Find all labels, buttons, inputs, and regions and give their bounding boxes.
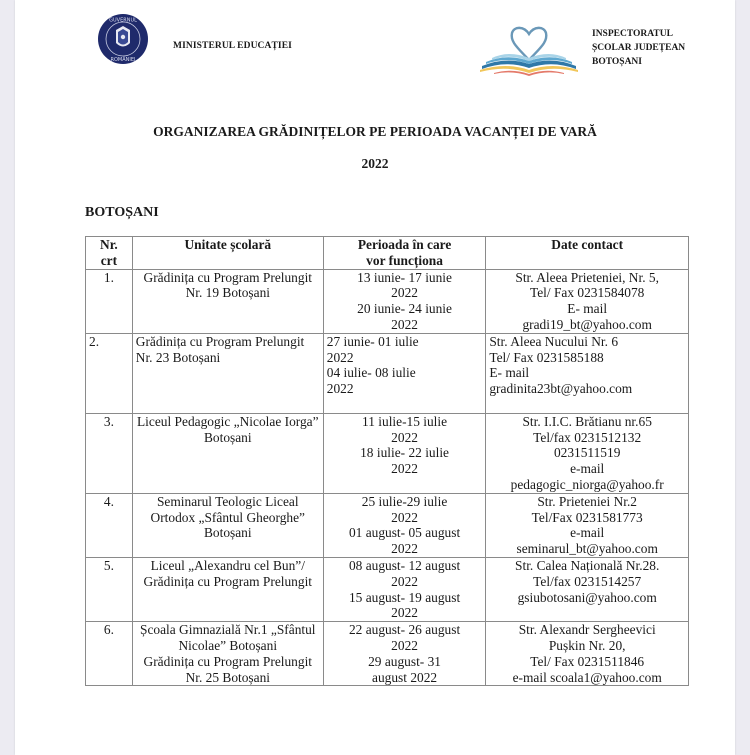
county-heading: BOTOȘANI (85, 205, 159, 220)
period-line: 15 august- 19 august (348, 589, 461, 605)
unit-line: Grădinița cu Program Prelungit (143, 269, 313, 285)
header-nr-line: Nr. (100, 237, 118, 252)
unit-line: Ortodox „Sfântul Gheorghe” (150, 509, 305, 525)
inspectorate-line-2: ȘCOLAR JUDEȚEAN (592, 43, 686, 53)
header-nr (86, 237, 133, 270)
period-line: 18 iulie- 22 iulie (360, 445, 449, 461)
header-unit-line: Unitate școlară (184, 237, 272, 252)
cell-period (323, 333, 486, 413)
document-year: 2022 (361, 156, 389, 171)
header-nr-line: crt (100, 252, 118, 268)
cell-unit (132, 493, 323, 557)
email-link[interactable]: gsiubotosani@yahoo.com (517, 589, 657, 605)
cell-nr: 6. (86, 622, 133, 686)
period-line: 2022 (391, 429, 418, 445)
header-contact (486, 237, 689, 270)
unit-line: Școala Gimnazială Nr.1 „Sfântul (140, 622, 316, 638)
cell-period (323, 493, 486, 557)
contact-line: Tel/ Fax 0231585188 (489, 349, 604, 365)
inspectorate-line-1: INSPECTORATUL (592, 29, 673, 39)
table-row (86, 269, 689, 333)
period-line: 2022 (391, 461, 418, 477)
cell-nr: 4. (86, 493, 133, 557)
cell-nr: 2. (86, 333, 133, 413)
cell-contact (486, 413, 689, 493)
contact-line: Str. Aleea Prieteniei, Nr. 5, (515, 269, 659, 285)
header-period-line: Perioada în care (357, 237, 452, 252)
unit-line: Grădinița cu Program Prelungit (143, 653, 313, 669)
period-line: 25 iulie-29 iulie (361, 493, 448, 509)
contact-line: E- mail (489, 365, 530, 381)
cell-contact (486, 269, 689, 333)
table-row (86, 557, 689, 621)
unit-line: Liceul „Alexandru cel Bun”/ (150, 557, 305, 573)
contact-line: Tel/Fax 0231581773 (531, 509, 643, 525)
cell-period (323, 269, 486, 333)
unit-line: Grădinița cu Program Prelungit (135, 333, 305, 349)
period-line: 2022 (391, 316, 418, 332)
period-line: 20 iunie- 24 iunie (357, 301, 452, 317)
unit-line: Grădinița cu Program Prelungit (143, 573, 313, 589)
cell-nr: 5. (86, 557, 133, 621)
inspectorate-line-3: BOTOȘANI (592, 57, 642, 67)
contact-line: Str. Prieteniei Nr.2 (537, 493, 638, 509)
header-contact-line: Date contact (551, 237, 624, 252)
cell-contact (486, 333, 689, 413)
period-line: 29 august- 31 (368, 653, 442, 669)
seal-text-bottom: ROMÂNIEI (110, 57, 136, 63)
email-link[interactable]: seminarul_bt@yahoo.com (516, 541, 658, 557)
contact-line: Tel/ Fax 0231584078 (529, 285, 645, 301)
unit-line: Liceul Pedagogic „Nicolae Iorga” (137, 413, 319, 429)
contact-line: E- mail (567, 301, 608, 317)
cell-unit (132, 413, 323, 493)
letterhead (15, 0, 735, 100)
cell-contact (486, 493, 689, 557)
seal-text-top: GUVERNUL (109, 17, 137, 24)
header-unit (132, 237, 323, 270)
email-link[interactable]: e-mail scoala1@yahoo.com (512, 669, 662, 685)
cell-unit (132, 333, 323, 413)
period-line: 11 iulie-15 iulie (362, 413, 448, 429)
cell-contact (486, 557, 689, 621)
cell-period (323, 413, 486, 493)
header-period-line: vor funcționa (366, 252, 443, 268)
contact-line: Str. Alexandr Sergheevici (518, 622, 656, 638)
unit-line: Botoșani (203, 429, 252, 445)
open-book-heart-logo-icon (474, 20, 584, 76)
contact-line: Tel/ Fax 0231511846 (530, 653, 645, 669)
document-page (15, 0, 735, 755)
period-line: 2022 (326, 349, 354, 365)
period-line: 22 august- 26 august (348, 622, 461, 638)
contact-line: Str. Aleea Nucului Nr. 6 (489, 333, 619, 349)
cell-contact (486, 622, 689, 686)
contact-line: Str. I.I.C. Brătianu nr.65 (522, 413, 652, 429)
unit-line: Nicolae” Botoșani (178, 637, 278, 653)
romanian-government-seal-icon (97, 13, 149, 65)
period-line: 08 august- 12 august (348, 557, 461, 573)
period-line: 2022 (326, 381, 354, 397)
period-line: 2022 (391, 573, 418, 589)
contact-line: 0231511519 (553, 445, 621, 461)
cell-unit (132, 622, 323, 686)
inspectorate-name (592, 27, 685, 69)
period-line: 2022 (391, 285, 418, 301)
period-line: 2022 (391, 605, 418, 621)
cell-period (323, 557, 486, 621)
table-header-row (86, 237, 689, 270)
period-line: 27 iunie- 01 iulie (326, 333, 419, 349)
email-link[interactable]: gradinita23bt@yahoo.com (489, 381, 633, 397)
contact-line: Pușkin Nr. 20, (548, 637, 626, 653)
email-link[interactable]: gradi19_bt@yahoo.com (522, 316, 652, 332)
period-line: 04 iulie- 08 iulie (326, 365, 416, 381)
table-row (86, 333, 689, 413)
unit-line: Nr. 23 Botoșani (135, 349, 221, 365)
email-link[interactable]: pedagogic_niorga@yahoo.fr (510, 476, 664, 492)
document-title: ORGANIZAREA GRĂDINIȚELOR PE PERIOADA VACANȚEI DE VARĂ (153, 124, 597, 139)
period-line: 2022 (391, 637, 418, 653)
cell-nr: 3. (86, 413, 133, 493)
schedule-table (85, 236, 689, 686)
cell-period (323, 622, 486, 686)
unit-line: Botoșani (203, 525, 252, 541)
contact-line: Tel/fax 0231514257 (533, 573, 642, 589)
contact-line: Str. Calea Națională Nr.28. (515, 557, 660, 573)
period-line: 01 august- 05 august (348, 525, 461, 541)
unit-line: Seminarul Teologic Liceal (156, 493, 299, 509)
cell-nr: 1. (86, 269, 133, 333)
contact-line: e-mail (570, 461, 605, 477)
contact-line: Tel/fax 0231512132 (533, 429, 642, 445)
table-row (86, 622, 689, 686)
unit-line: Nr. 25 Botoșani (185, 669, 270, 685)
period-line: 2022 (391, 509, 418, 525)
contact-line: e-mail (570, 525, 605, 541)
header-period (323, 237, 486, 270)
unit-line: Nr. 19 Botoșani (185, 285, 270, 301)
period-line: 13 iunie- 17 iunie (357, 269, 452, 285)
ministry-name: MINISTERUL EDUCAȚIEI (173, 41, 292, 51)
cell-unit (132, 557, 323, 621)
table-row (86, 413, 689, 493)
period-line: august 2022 (372, 669, 438, 685)
cell-unit (132, 269, 323, 333)
period-line: 2022 (391, 541, 418, 557)
table-row (86, 493, 689, 557)
